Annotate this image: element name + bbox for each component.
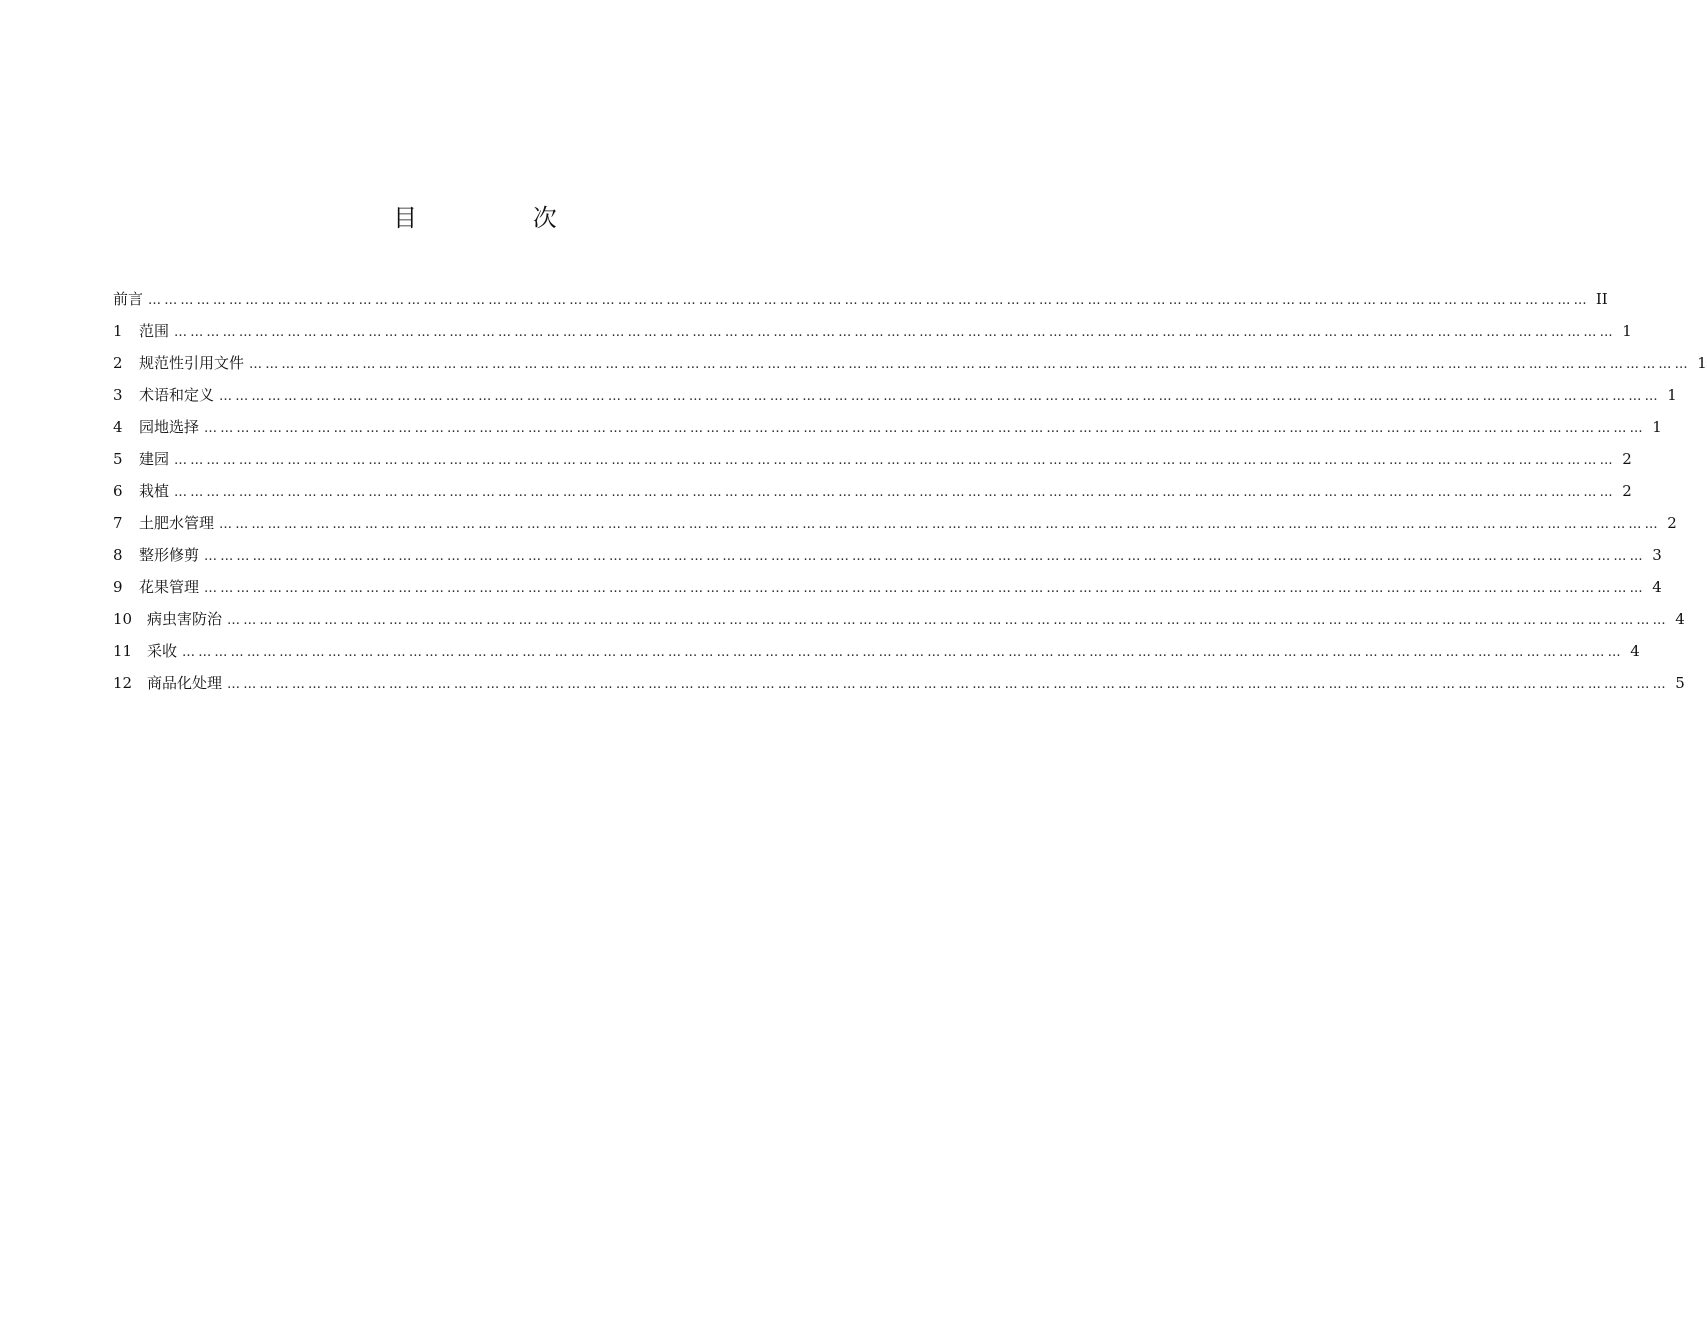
toc-dot-leader: ……………………………………………………………………………………………………………………………………………………………………………………………………………………………………………	[174, 453, 1616, 468]
toc-entry-label: 前言	[113, 290, 144, 308]
table-of-contents	[113, 287, 1707, 703]
toc-entry-page: 4	[1652, 578, 1662, 596]
toc-entry[interactable]	[113, 511, 1677, 543]
toc-entry-number: 2	[113, 354, 123, 372]
toc-entry-label: 花果管理	[139, 578, 200, 596]
toc-entry-number: 9	[113, 578, 123, 596]
toc-entry[interactable]	[113, 479, 1632, 511]
toc-entry-page: 2	[1622, 450, 1632, 468]
toc-entry-page: 2	[1667, 514, 1677, 532]
toc-entry-page: 4	[1630, 642, 1640, 660]
page-title: 目 次	[393, 204, 611, 232]
toc-entry-number: 8	[113, 546, 123, 564]
toc-entry-label: 术语和定义	[139, 386, 215, 404]
toc-entry[interactable]	[113, 575, 1662, 607]
toc-entry-label: 范围	[139, 322, 170, 340]
toc-entry-number: 5	[113, 450, 123, 468]
toc-dot-leader: ……………………………………………………………………………………………………………………………………………………………………………………………………………………………………………	[227, 677, 1669, 692]
toc-entry-page: 1	[1622, 322, 1632, 340]
toc-entry-number: 3	[113, 386, 123, 404]
toc-entry-label: 商品化处理	[147, 674, 223, 692]
toc-entry-label: 规范性引用文件	[139, 354, 245, 372]
toc-dot-leader: ……………………………………………………………………………………………………………………………………………………………………………………………………………………………………………	[182, 645, 1624, 660]
toc-entry-number: 7	[113, 514, 123, 532]
toc-entry-page: 1	[1667, 386, 1677, 404]
toc-entry-preface[interactable]	[113, 287, 1608, 319]
toc-entry-label: 病虫害防治	[147, 610, 223, 628]
toc-entry-page: 1	[1652, 418, 1662, 436]
toc-dot-leader: ……………………………………………………………………………………………………………………………………………………………………………………………………………………………………………	[174, 485, 1616, 500]
toc-dot-leader: ……………………………………………………………………………………………………………………………………………………………………………………………………………………………………………	[204, 421, 1646, 436]
toc-entry-label: 采收	[147, 642, 178, 660]
toc-dot-leader: ……………………………………………………………………………………………………………………………………………………………………………………………………………………………………………	[204, 581, 1646, 596]
toc-entry-label: 栽植	[139, 482, 170, 500]
toc-dot-leader: ……………………………………………………………………………………………………………………………………………………………………………………………………………………………………………	[219, 389, 1661, 404]
toc-entry[interactable]	[113, 415, 1662, 447]
toc-entry-label: 建园	[139, 450, 170, 468]
toc-entry-page: 2	[1622, 482, 1632, 500]
toc-entry-page: 3	[1652, 546, 1662, 564]
toc-entry-label: 土肥水管理	[139, 514, 215, 532]
toc-entry-number: 4	[113, 418, 123, 436]
toc-entry-page: II	[1595, 290, 1608, 308]
toc-entry[interactable]	[113, 671, 1685, 703]
toc-entry-number: 10	[113, 610, 133, 628]
toc-dot-leader: ……………………………………………………………………………………………………………………………………………………………………………………………………………………………………………	[148, 293, 1590, 308]
toc-entry-page: 4	[1675, 610, 1685, 628]
toc-dot-leader: ……………………………………………………………………………………………………………………………………………………………………………………………………………………………………………	[219, 517, 1661, 532]
toc-entry-number: 6	[113, 482, 123, 500]
toc-entry[interactable]	[113, 639, 1640, 671]
toc-entry[interactable]	[113, 351, 1707, 383]
toc-entry[interactable]	[113, 447, 1632, 479]
toc-entry-number: 12	[113, 674, 133, 692]
toc-entry[interactable]	[113, 543, 1662, 575]
toc-entry-number: 11	[113, 642, 133, 660]
toc-dot-leader: ……………………………………………………………………………………………………………………………………………………………………………………………………………………………………………	[227, 613, 1669, 628]
toc-dot-leader: ……………………………………………………………………………………………………………………………………………………………………………………………………………………………………………	[204, 549, 1646, 564]
toc-entry[interactable]	[113, 319, 1632, 351]
toc-dot-leader: ……………………………………………………………………………………………………………………………………………………………………………………………………………………………………………	[249, 357, 1691, 372]
toc-entry-page: 5	[1675, 674, 1685, 692]
toc-dot-leader: ……………………………………………………………………………………………………………………………………………………………………………………………………………………………………………	[174, 325, 1616, 340]
toc-entry[interactable]	[113, 607, 1685, 639]
toc-entry-label: 园地选择	[139, 418, 200, 436]
toc-entry-number: 1	[113, 322, 123, 340]
toc-entry[interactable]	[113, 383, 1677, 415]
toc-entry-page: 1	[1697, 354, 1707, 372]
toc-entry-label: 整形修剪	[139, 546, 200, 564]
